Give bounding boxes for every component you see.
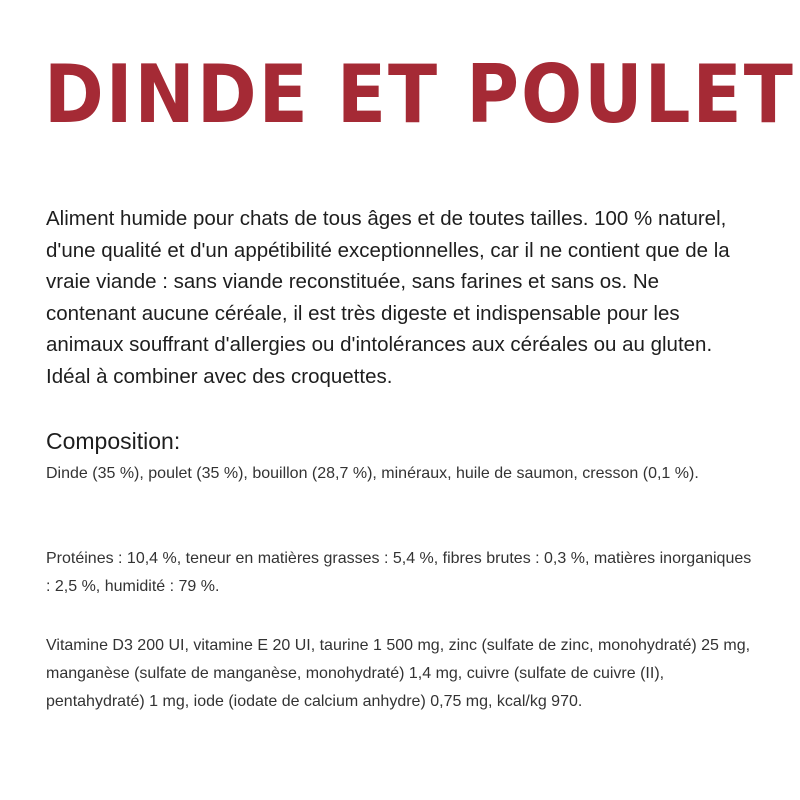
composition-heading: Composition: [46, 428, 181, 454]
analytical-constituents-text: Protéines : 10,4 %, teneur en matières grasses : 5,4 %, fibres brutes : 0,3 %, matières inorganiques : 2,5 %, humidité : 79 %. [46, 550, 752, 595]
ingredients-text: Dinde (35 %), poulet (35 %), bouillon (28,7 %), minéraux, huile de saumon, cresson (0,1 %). [46, 465, 699, 482]
additives-text: Vitamine D3 200 UI, vitamine E 20 UI, taurine 1 500 mg, zinc (sulfate de zinc, monohydraté) 25 mg, manganèse (sulfate de manganèse, monohydraté) 1,4 mg, cuivre (sulfate de cuivre (II), pentahydraté) 1 mg, iode (iodate de calcium anhydre) 0,75 mg, kcal/kg 970. [46, 637, 751, 710]
product-description: Aliment humide pour chats de tous âges et de toutes tailles. 100 % naturel, d'une qualité et d'un appétibilité exceptionnelles, car il ne contient que de la vraie viande : sans viande reconstituée, sans farines et sans os. Ne contenant aucune céréale, il est très digeste et indispensable pour les animaux souffrant d'allergies ou d'intolérances aux céréales ou au gluten. Idéal à combiner avec des croquettes. [46, 207, 730, 388]
page-title: DINDE ET POULET [44, 46, 795, 141]
